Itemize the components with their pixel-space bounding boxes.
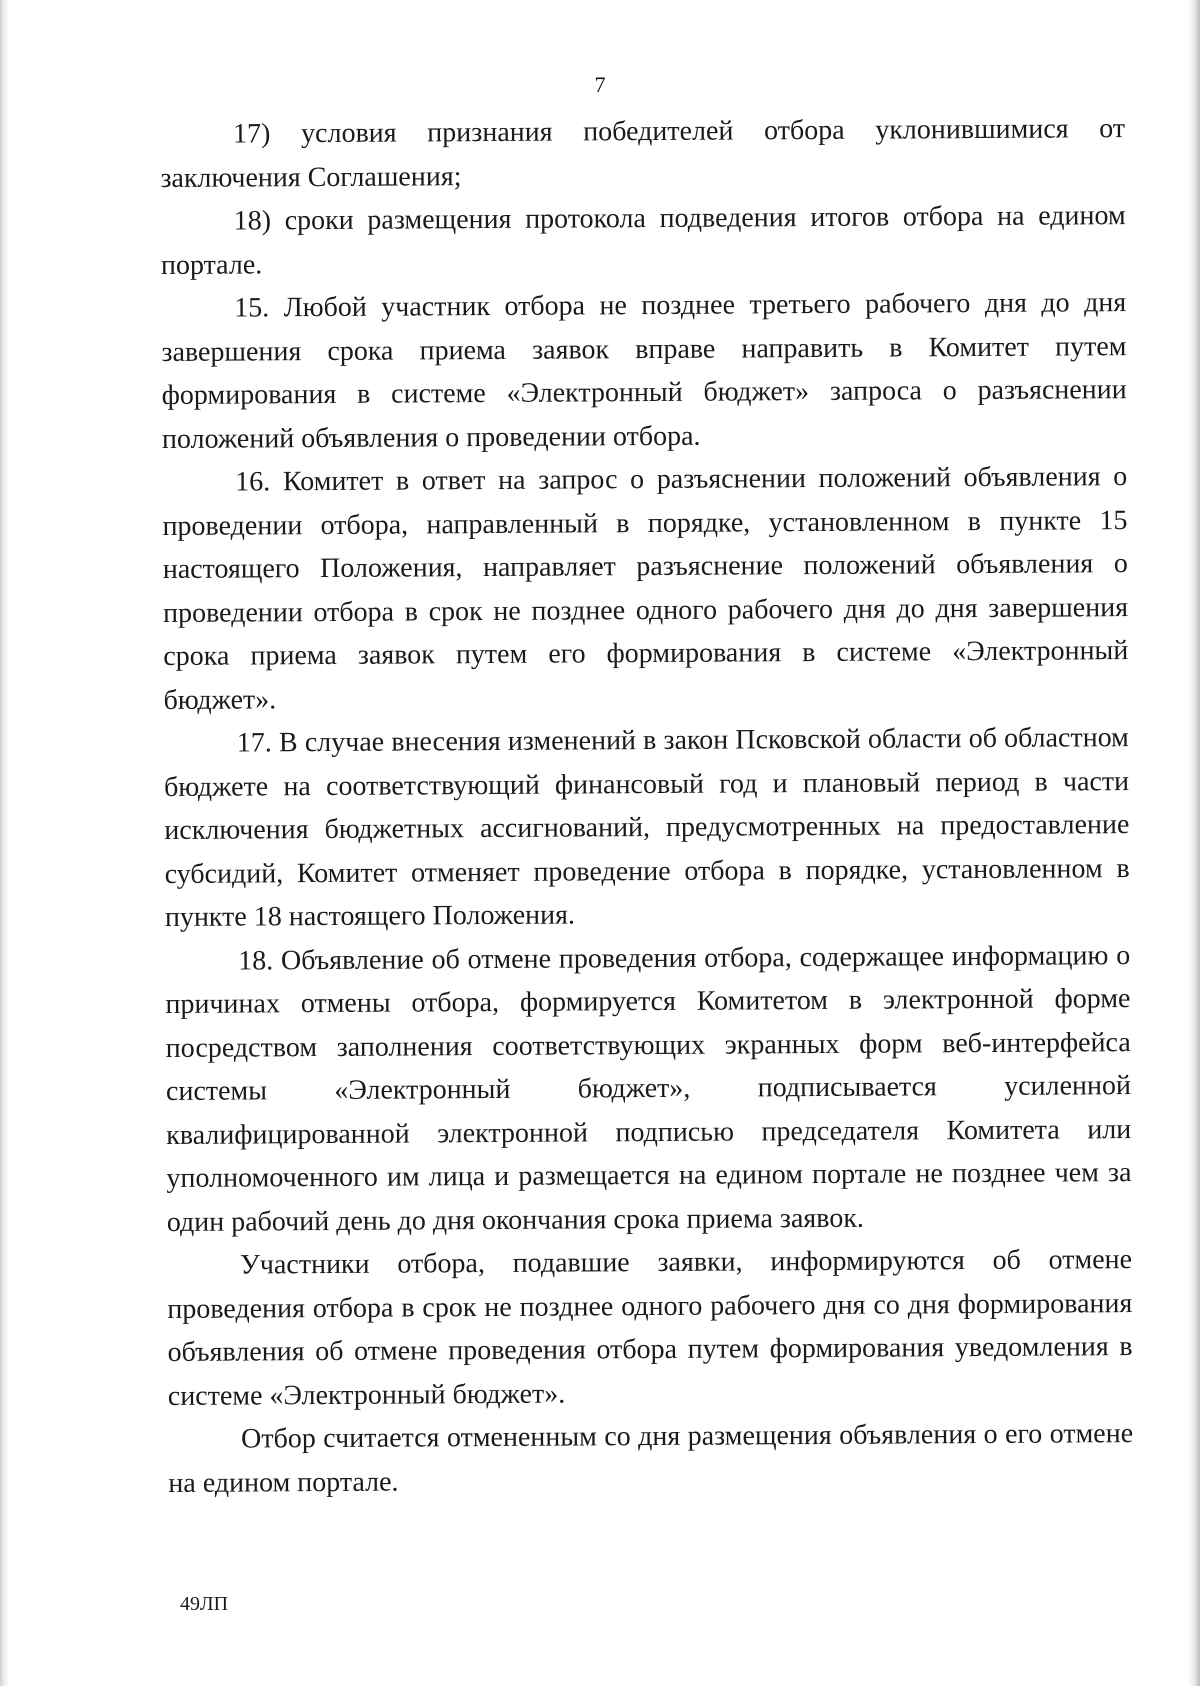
paragraph-clause-17: 17. В случае внесения изменений в закон Псковской области об областном бюджете на соответствующий финансовый год и плановый период в части исключения бюджетных ассигнований, предусмотренных на предоставление субсидий, Комитет отменяет проведение отбора в порядке, установленном в пункте 18 настоящего Положения. (164, 722, 1130, 933)
page-number: 7 (594, 72, 606, 97)
document-body (160, 107, 1133, 1505)
scan-edge-right (1188, 0, 1200, 1686)
paragraph-cancellation-effective: Отбор считается отмененным со дня размещения объявления о его отмене на едином портале. (168, 1418, 1134, 1499)
paragraph-item-18-deadline: 18) сроки размещения протокола подведения итогов отбора на едином портале. (160, 200, 1126, 281)
paragraph-clause-18: 18. Объявление об отмене проведения отбора, содержащее информацию о причинах отмены отбора, формируется Комитетом в электронной форме посредством заполнения соответствующих экранных форм веб-интерфейса системы «Электронный бюджет», подписывается усиленной квалифицированной электронной подписью председателя Комитета или уполномоченного им лица и размещается на едином портале не позднее чем за один рабочий день до дня окончания срока приема заявок. (165, 939, 1132, 1238)
paragraph-clause-16: 16. Комитет в ответ на запрос о разъяснении положений объявления о проведении отбора, направленный в порядке, установленном в пункте 15 настоящего Положения, направляет разъяснение положений объявления о проведении отбора в срок не позднее одного рабочего дня до дня завершения срока приема заявок путем его формирования в системе «Электронный бюджет». (162, 461, 1129, 716)
paragraph-participants-notice: Участники отбора, подавшие заявки, информируются об отмене проведения отбора в срок не позднее одного рабочего дня со дня формирования объявления об отмене проведения отбора путем формирования уведомления в системе «Электронный бюджет». (167, 1244, 1133, 1412)
paragraph-item-17-condition: 17) условия признания победителей отбора уклонившимися от заключения Соглашения; (160, 113, 1126, 194)
scan-edge-left (0, 0, 10, 1686)
document-code: 49ЛП (180, 1593, 229, 1615)
paragraph-clause-15: 15. Любой участник отбора не позднее третьего рабочего дня до дня завершения срока приема заявок вправе направить в Комитет путем формирования в системе «Электронный бюджет» запроса о разъяснении положений объявления о проведении отбора. (161, 287, 1127, 455)
